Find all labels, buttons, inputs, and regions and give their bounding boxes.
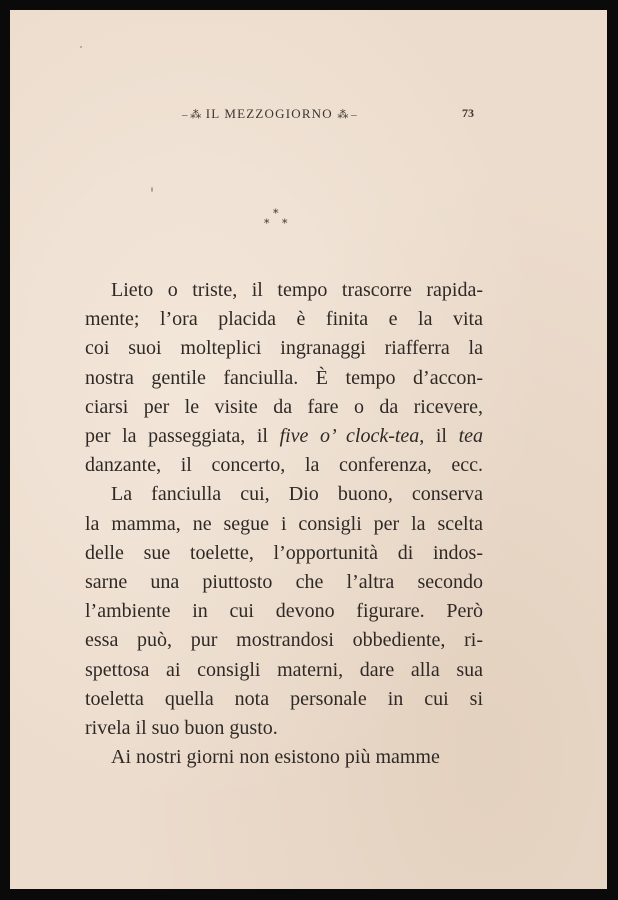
asterism-star-top: * bbox=[273, 207, 279, 220]
text-line: mente; l’ora placida è finita e la vita bbox=[85, 308, 483, 331]
text-line: la mamma, ne segue i consigli per la scelta bbox=[85, 512, 483, 535]
text-line: toeletta quella nota personale in cui si bbox=[85, 687, 483, 710]
paper-speck bbox=[151, 187, 153, 192]
section-break-asterism bbox=[262, 208, 296, 234]
text-line: sarne una piuttosto che l’altra secondo bbox=[85, 571, 483, 594]
paper-speck bbox=[80, 46, 82, 48]
italic-phrase-five-o-clock-tea: five o’ clock-tea bbox=[279, 425, 420, 448]
text-line: danzante, il concerto, la conferenza, ecc. bbox=[85, 454, 483, 477]
page-number: 73 bbox=[462, 106, 474, 120]
asterism-star-right: * bbox=[282, 217, 288, 230]
text-line: l’ambiente in cui devono figurare. Però bbox=[85, 600, 483, 623]
asterism-star-left: * bbox=[264, 217, 270, 230]
text-line: coi suoi molteplici ingranaggi riafferra la bbox=[85, 337, 483, 360]
text-line: ciarsi per le visite da fare o da ricevere, bbox=[85, 395, 483, 418]
text-line: rivela il suo buon gusto. bbox=[85, 717, 278, 740]
text-line: Ai nostri giorni non esistono più mamme bbox=[111, 746, 440, 769]
running-head bbox=[182, 106, 357, 122]
text-line: Lieto o triste, il tempo trascorre rapida- bbox=[111, 279, 483, 301]
body-text bbox=[85, 276, 483, 772]
text-segment: per la passeggiata, il bbox=[85, 425, 280, 448]
text-line: essa può, pur mostrandosi obbediente, ri- bbox=[85, 629, 483, 652]
book-page bbox=[10, 10, 607, 889]
text-segment: , il bbox=[419, 425, 459, 448]
text-line: nostra gentile fanciulla. È tempo d’accon- bbox=[85, 366, 483, 389]
text-line: delle sue toelette, l’opportunità di indos- bbox=[85, 541, 483, 564]
text-line: La fanciulla cui, Dio buono, conserva bbox=[111, 483, 483, 506]
italic-word-tea: tea bbox=[458, 425, 483, 448]
running-head-ornament-left: – ⁂ bbox=[182, 109, 202, 121]
text-line-with-italics bbox=[85, 422, 483, 451]
running-head-ornament-right: ⁂ – bbox=[337, 109, 357, 121]
text-line: spettosa ai consigli materni, dare alla sua bbox=[85, 658, 483, 681]
running-head-title: IL MEZZOGIORNO bbox=[205, 106, 333, 121]
